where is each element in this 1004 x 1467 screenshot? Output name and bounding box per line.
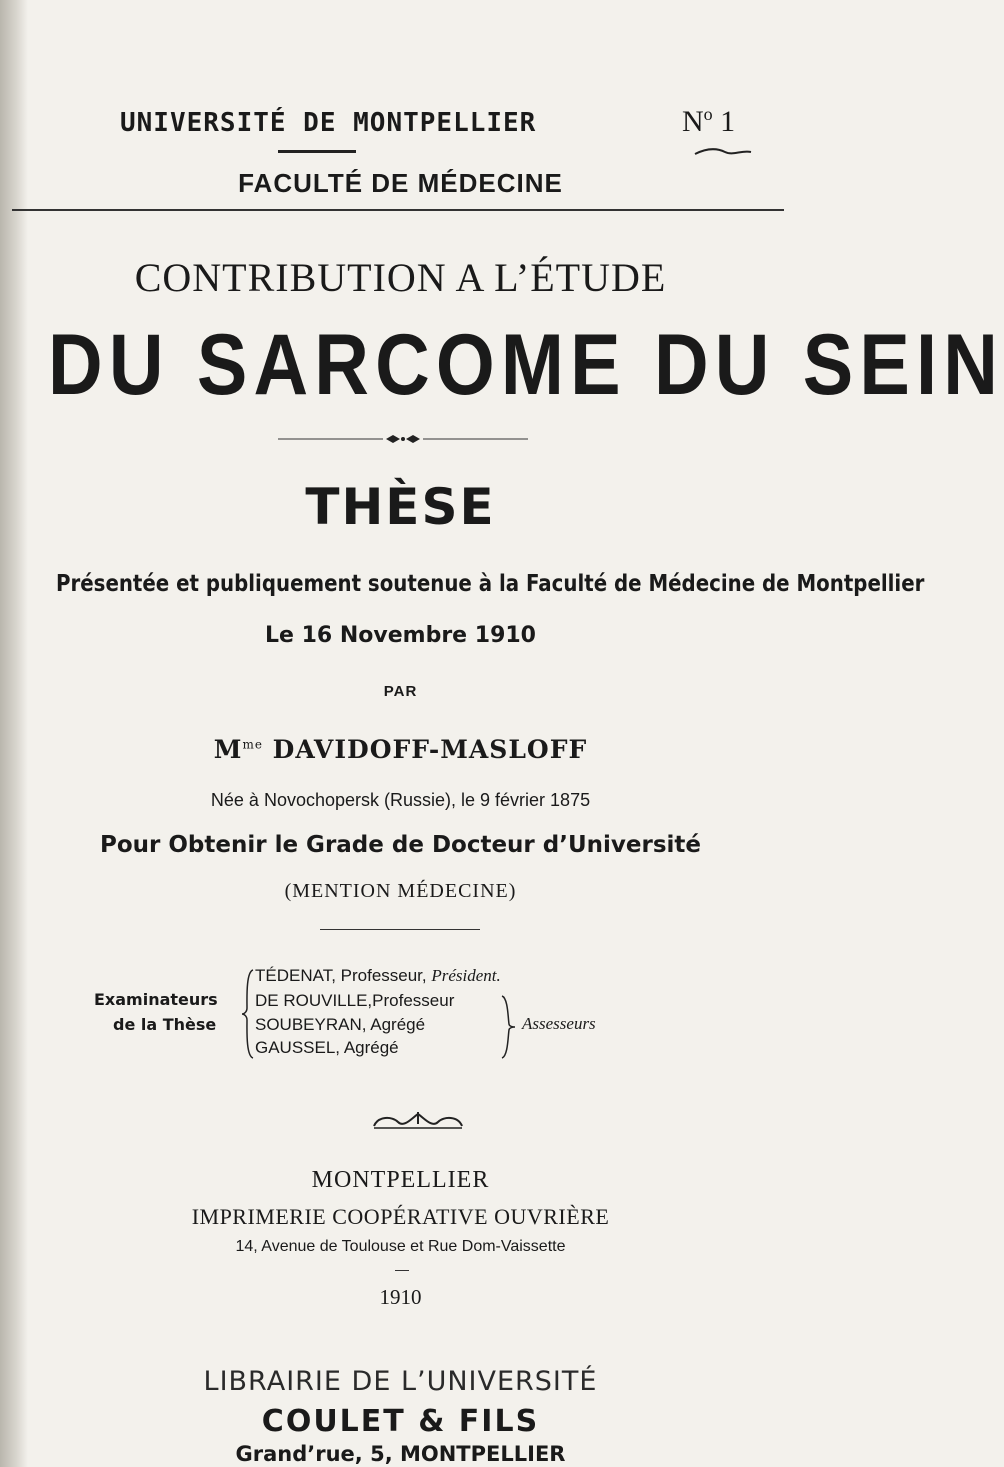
imprint-dash	[395, 1270, 409, 1271]
jury-left-brace	[241, 968, 255, 1060]
degree-mention: (MENTION MÉDECINE)	[284, 880, 517, 902]
bookseller-stamp-line-1: LIBRAIRIE DE L’UNIVERSITÉ	[203, 1366, 598, 1397]
defense-date: Le 16 Novembre 1910	[265, 623, 536, 648]
title-line-2: DU SARCOME DU SEIN	[48, 317, 1004, 413]
author-birth: Née à Novochopersk (Russie), le 9 février 1875	[210, 790, 591, 810]
by-label: PAR	[383, 683, 418, 700]
faculty-name: FACULTÉ DE MÉDECINE	[238, 168, 563, 198]
bookseller-stamp-line-3: Grand’rue, 5, MONTPELLIER	[235, 1442, 566, 1466]
jury-label-line-1: Examinateurs	[94, 990, 218, 1009]
jury-member: DE ROUVILLE,Professeur	[255, 991, 455, 1010]
imprint-address: 14, Avenue de Toulouse et Rue Dom-Vaissette	[235, 1238, 566, 1255]
jury-member: SOUBEYRAN, Agrégé	[255, 1015, 426, 1034]
header-rule	[12, 209, 784, 211]
imprint-year: 1910	[379, 1285, 422, 1309]
thesis-label: THÈSE	[305, 478, 496, 536]
title-line-1: CONTRIBUTION A L’ÉTUDE	[134, 255, 667, 300]
title-ornament-rule	[278, 434, 528, 444]
imprint-printer: IMPRIMERIE COOPÉRATIVE OUVRIÈRE	[191, 1204, 610, 1229]
presentation-statement: Présentée et publiquement soutenue à la Faculté de Médecine de Montpellier	[56, 571, 925, 597]
assessors-label: Assesseurs	[522, 1014, 596, 1033]
assessors-brace	[500, 994, 518, 1060]
author-name: $M^{me}$ DAVIDOFF-MASLOFF	[213, 735, 588, 764]
university-underline	[278, 150, 356, 153]
jury-member: GAUSSEL, Agrégé	[255, 1038, 399, 1057]
section-rule	[320, 929, 480, 930]
printer-ornament	[370, 1110, 466, 1132]
bookseller-stamp-line-2: COULET & FILS	[261, 1404, 540, 1439]
university-name: UNIVERSITÉ DE MONTPELLIER	[120, 108, 537, 138]
imprint-city: MONTPELLIER	[311, 1167, 490, 1193]
issue-number: $N^o$ 1	[682, 104, 736, 138]
jury-label-line-2: de la Thèse	[113, 1015, 217, 1034]
jury-member: TÉDENAT, Professeur, Président.	[255, 966, 501, 985]
degree-statement: Pour Obtenir le Grade de Docteur d’Université	[99, 832, 702, 858]
number-flourish	[693, 146, 753, 158]
